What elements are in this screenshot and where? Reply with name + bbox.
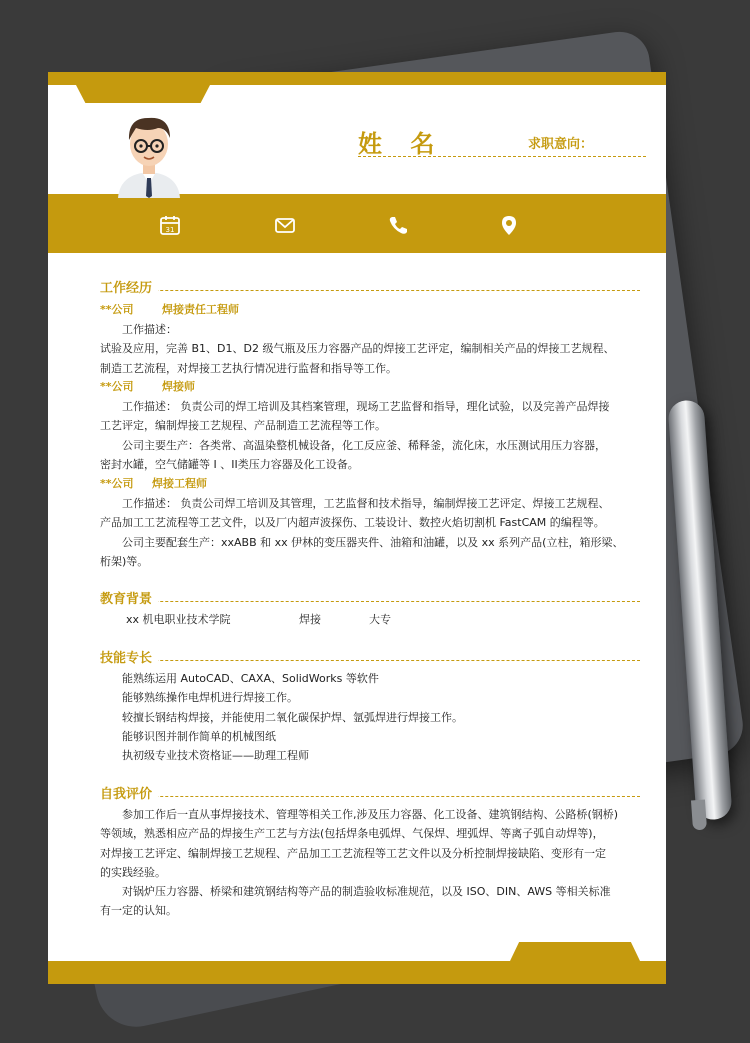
- text-line: 对锅炉压力容器、桥梁和建筑钢结构等产品的制造验收标准规范，以及 ISO、DIN、AWS 等相关标准: [122, 885, 611, 899]
- section-title-education: 教育背景: [100, 591, 158, 609]
- section-divider: [100, 601, 640, 602]
- section-work: [100, 280, 640, 298]
- section-title-work: 工作经历: [100, 280, 158, 298]
- text-line: 密封水罐，空气储罐等 I 、II类压力容器及化工设备。: [100, 457, 359, 471]
- mail-icon: [274, 214, 296, 236]
- text-line: 等领域，熟悉相应产品的焊接生产工艺与方法(包括焊条电弧焊、气保焊、埋弧焊、等离子弧自动焊等)，: [100, 827, 604, 841]
- section-divider: [100, 660, 640, 661]
- section-self-evaluation: [100, 786, 640, 804]
- text-line: 对焊接工艺评定、编制焊接工艺规程、产品加工工艺流程等工艺文件以及分析控制焊接缺陷、变形有一定: [100, 846, 606, 860]
- top-accent-strip: [48, 72, 666, 85]
- text-line: 工作描述：: [122, 323, 177, 336]
- resume-page: [48, 72, 666, 984]
- candidate-name: 姓 名: [358, 130, 445, 158]
- text-line: 工作描述： 负责公司焊工培训及其管理，工艺监督和技术指导，编制焊接工艺评定、焊接工艺规程、: [122, 497, 610, 510]
- text-line: 公司主要生产：各类常、高温染整机械设备，化工反应釜、稀释釜，流化床，水压测试用压力容器，: [122, 438, 606, 452]
- skill-item: 较擅长钢结构焊接，并能使用二氧化碳保护焊、氩弧焊进行焊接工作。: [122, 710, 463, 724]
- job-description: [100, 494, 640, 571]
- text-line: 公司主要配套生产：xxABB 和 xx 伊林的变压器夹件、油箱和油罐，以及 xx 系列产品(立柱，箱形梁、: [122, 535, 624, 549]
- avatar-illustration: [114, 108, 184, 198]
- job-company: **公司: [100, 380, 134, 393]
- section-divider: [100, 290, 640, 291]
- job-description: [100, 320, 640, 378]
- text-line: 工艺评定，编制焊接工艺规程、产品制造工艺流程等工作。: [100, 419, 386, 433]
- calendar-icon: [159, 214, 181, 236]
- job-heading: [100, 378, 195, 396]
- bottom-accent-tab: [510, 942, 640, 961]
- job-company: **公司: [100, 477, 134, 490]
- text-line: 产品加工工艺流程等工艺文件，以及厂内超声波探伤、工装设计、数控火焰切割机 FastCAM 的编程等。: [100, 516, 605, 530]
- phone-icon: [387, 214, 409, 236]
- job-position: 焊接师: [162, 380, 195, 393]
- section-title-skills: 技能专长: [100, 650, 158, 668]
- avatar: [114, 108, 184, 198]
- education-row: [126, 611, 526, 629]
- calendar-day: 31: [165, 226, 175, 234]
- text-line: 桁架)等。: [100, 554, 149, 568]
- location-pin-icon: [498, 214, 520, 236]
- job-intent-label: 求职意向：: [528, 137, 594, 152]
- text-line: 有一定的认知。: [100, 904, 177, 918]
- section-education: [100, 591, 640, 609]
- job-heading: [100, 475, 207, 493]
- education-degree: 大专: [369, 613, 391, 626]
- job-position: 焊接工程师: [152, 477, 207, 490]
- section-title-self-evaluation: 自我评价: [100, 786, 158, 804]
- text-line: 工作描述： 负责公司的焊工培训及其档案管理，现场工艺监督和指导，理化试验，以及完善产品焊接: [122, 400, 610, 413]
- contact-band: [48, 194, 666, 253]
- skill-item: 能熟练运用 AutoCAD、CAXA、SolidWorks 等软件: [122, 672, 379, 685]
- top-accent-tab: [76, 85, 210, 103]
- text-line: 参加工作后一直从事焊接技术、管理等相关工作,涉及压力容器、化工设备、建筑钢结构、公路桥(钢桥): [122, 808, 619, 821]
- section-skills: [100, 650, 640, 668]
- education-major: 焊接: [299, 613, 321, 626]
- text-line: 制造工艺流程，对焊接工艺执行情况进行监督和指导等工作。: [100, 361, 397, 375]
- header-dashed-line: [358, 156, 646, 157]
- background-pen-tip: [691, 800, 707, 831]
- self-evaluation-text: [100, 805, 640, 921]
- text-line: 的实践经验。: [100, 865, 166, 879]
- skill-item: 执初级专业技术资格证——助理工程师: [122, 749, 309, 763]
- section-divider: [100, 796, 640, 797]
- job-heading: [100, 301, 239, 319]
- job-company: **公司: [100, 303, 134, 316]
- text-line: 试验及应用，完善 B1、D1、D2 级气瓶及压力容器产品的焊接工艺评定，编制相关产品的焊接工艺规程、: [100, 342, 615, 356]
- bottom-accent-strip: [48, 961, 666, 984]
- skills-list: [122, 669, 642, 765]
- skill-item: 能够熟练操作电焊机进行焊接工作。: [122, 691, 298, 705]
- job-description: [100, 397, 640, 474]
- education-school: xx 机电职业技术学院: [126, 613, 231, 626]
- skill-item: 能够识图并制作简单的机械图纸: [122, 729, 276, 743]
- job-position: 焊接责任工程师: [162, 303, 239, 316]
